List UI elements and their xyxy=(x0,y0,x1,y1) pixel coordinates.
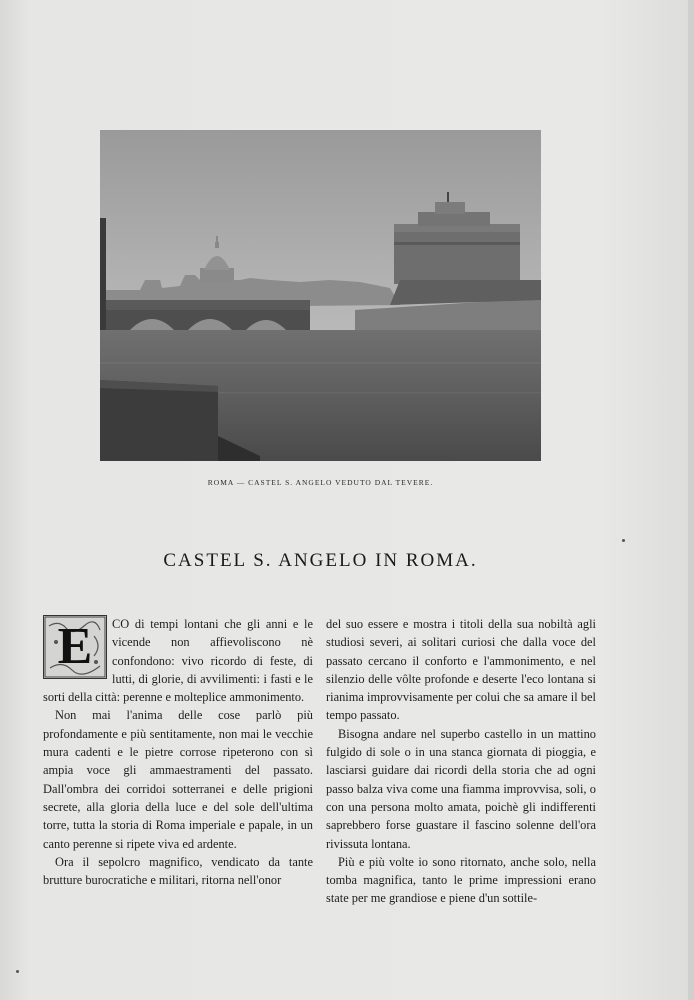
left-building xyxy=(100,218,106,330)
bridge xyxy=(100,300,310,330)
paragraph-6: Più e più volte io sono ritornato, anche solo, nella tomba magnifica, tanto le prime impressioni erano state per me grandiose e piene d'un sottile- xyxy=(326,854,596,906)
photo-illustration xyxy=(100,130,541,461)
foreground-wall xyxy=(100,380,218,461)
right-column xyxy=(326,615,596,908)
paper-speck xyxy=(622,539,625,542)
article-title: CASTEL S. ANGELO IN ROMA. xyxy=(163,550,478,571)
paragraph-4: del suo essere e mostra i titoli della sua nobiltà agli studiosi severi, ai solitari curiosi che dalla voce del passato cercano il conforto e l'ammonimento, e nel silenzio delle vôlte profonde e deserte l'eco lontana si rianima improvvisamente per colui che sa amare il bel tempo passato. xyxy=(326,617,596,723)
paragraph-1-text: CO di tempi lontani che gli anni e le vicende non affievoliscono nè confondono: vivo ricordo di feste, di lutti, di glorie, di avvilimenti: i fasti e le sorti della città: perenne e molteplice ammonimento. xyxy=(43,617,313,705)
paragraph-2: Non mai l'anima delle cose parlò più profondamente e più sentitamente, non mai le vecchie mura cadenti e le pietre corrose ripeterono con sì ampia voce gli ammaestramenti del passato. Dall'ombra dei corridoi sotterranei e delle prigioni secrete, alla gloria della luce e del sole dell'ultima torre, tutta la storia di Roma imperiale e papale, in un canto perenne si ripete viva ed ardente. xyxy=(43,708,313,851)
paragraph-1 xyxy=(43,615,313,706)
page-edge xyxy=(688,0,694,1000)
left-column xyxy=(43,615,313,889)
castel-sant-angelo-photo xyxy=(100,130,541,461)
paper-speck xyxy=(16,970,19,973)
ornamental-initial xyxy=(43,615,107,679)
photo-caption: ROMA — CASTEL S. ANGELO VEDUTO DAL TEVERE. xyxy=(207,478,434,487)
paragraph-5: Bisogna andare nel superbo castello in un mattino fulgido di sole o in una stanca giornata di pioggia, e lasciarsi guidare dai ricordi della storia che ad ogni passo balza viva come una fiamma improvvisa, soli, o con una persona molto amata, poichè gli indifferenti saprebbero forse guastare il fascino solenne dell'ora rivissuta lontana. xyxy=(326,726,596,851)
paragraph-3: Ora il sepolcro magnifico, vendicato da tante brutture burocratiche e militari, ritorna nell'onor xyxy=(43,854,313,888)
dropcap-letter: E xyxy=(57,618,93,675)
